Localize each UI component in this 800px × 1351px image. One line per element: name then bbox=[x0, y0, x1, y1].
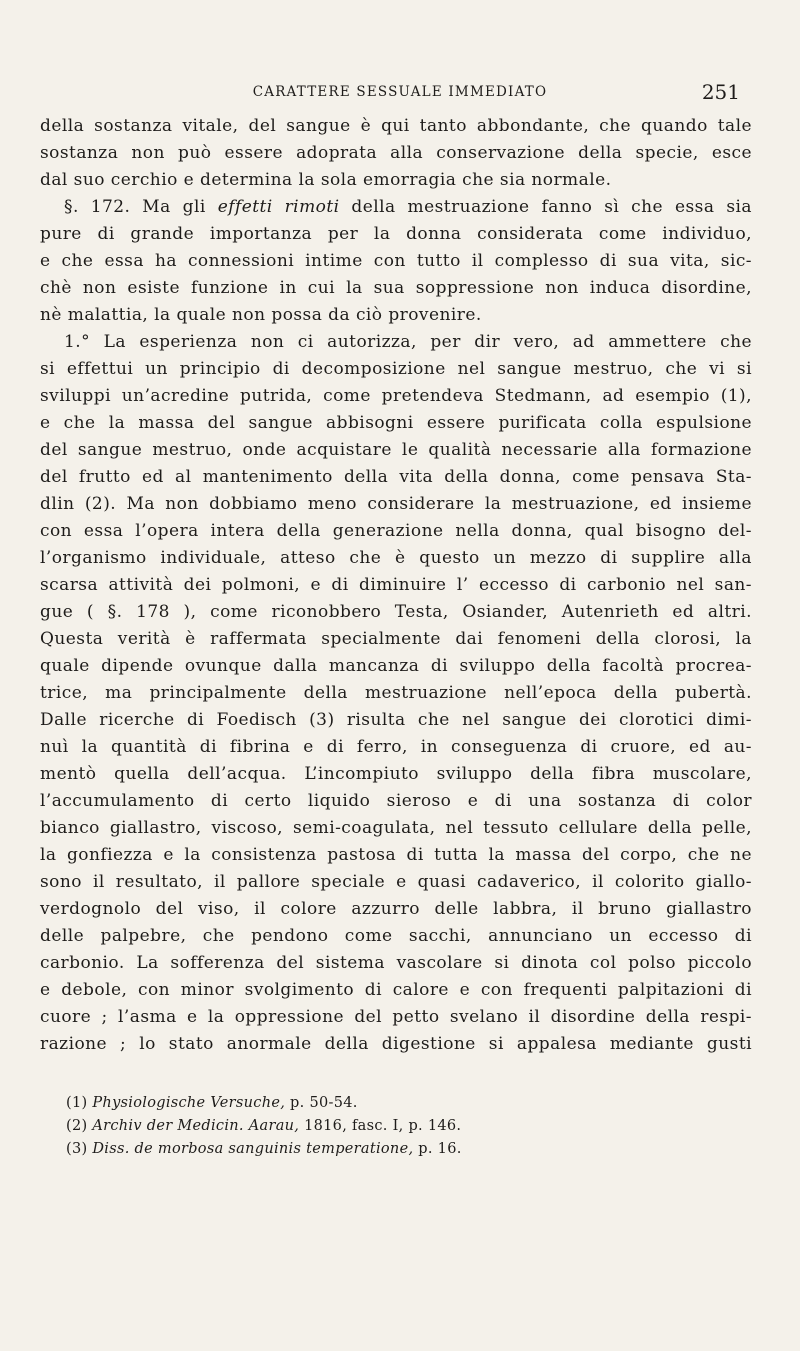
text-line: e che essa ha connessioni intime con tutto il complesso di sua vita, sic- bbox=[40, 251, 752, 271]
text-line: razione ; lo stato anormale della digestione si appalesa mediante gusti bbox=[40, 1034, 752, 1054]
text-line: quale dipende ovunque dalla mancanza di sviluppo della facoltà procrea- bbox=[40, 656, 752, 676]
footnote-rest: p. 16. bbox=[413, 1141, 462, 1157]
text-line: sono il resultato, il pallore speciale e quasi cadaverico, il colorito giallo- bbox=[40, 872, 752, 892]
text-line: mentò quella dell’acqua. L’incompiuto sviluppo della fibra muscolare, bbox=[40, 764, 752, 784]
text-line: Dalle ricerche di Foedisch (3) risulta che nel sangue dei clorotici dimi- bbox=[40, 710, 752, 730]
text-line: trice, ma principalmente della mestruazione nell’epoca della pubertà. bbox=[40, 683, 752, 703]
footnotes bbox=[40, 1092, 752, 1161]
text-line: nè malattia, la quale non possa da ciò provenire. bbox=[40, 305, 482, 325]
text-span: §. 172. Ma gli effetti rimoti della mestruazione fanno sì che essa sia bbox=[64, 197, 753, 217]
text-line: bianco giallastro, viscoso, semi-coagulata, nel tessuto cellulare della pelle, bbox=[40, 818, 752, 838]
body-text bbox=[40, 113, 752, 1161]
text-line: chè non esiste funzione in cui la sua soppressione non induca disordine, bbox=[40, 278, 752, 298]
page-number: 251 bbox=[701, 80, 740, 104]
footnote-number: (2) bbox=[66, 1118, 88, 1134]
footnote bbox=[40, 1138, 752, 1161]
text-line: si effettui un principio di decomposizione nel sangue mestruo, che vi si bbox=[40, 359, 752, 379]
footnote-number: (1) bbox=[66, 1095, 88, 1111]
text-line: pure di grande importanza per la donna considerata come individuo, bbox=[40, 224, 752, 244]
text-line: sviluppi un’acredine putrida, come pretendeva Stedmann, ad esempio (1), bbox=[40, 386, 752, 406]
text-line: l’accumulamento di certo liquido sieroso e di una sostanza di color bbox=[40, 791, 752, 811]
text-line: e debole, con minor svolgimento di calore e con frequenti palpitazioni di bbox=[40, 980, 752, 1000]
text-line: scarsa attività dei polmoni, e di diminuire l’ eccesso di carbonio nel san- bbox=[40, 575, 752, 595]
footnote-title: Physiologische Versuche, bbox=[92, 1095, 286, 1111]
text-line: la gonfiezza e la consistenza pastosa di tutta la massa del corpo, che ne bbox=[40, 845, 752, 865]
text-line: del frutto ed al mantenimento della vita della donna, come pensava Sta- bbox=[40, 467, 752, 487]
text-line: l’organismo individuale, atteso che è questo un mezzo di supplire alla bbox=[40, 548, 752, 568]
footnote-title: Diss. de morbosa sanguinis temperatione, bbox=[92, 1141, 414, 1157]
text-line: carbonio. La sofferenza del sistema vascolare si dinota col polso piccolo bbox=[40, 953, 752, 973]
running-title: CARATTERE SESSUALE IMMEDIATO bbox=[252, 84, 548, 100]
footnote bbox=[40, 1092, 752, 1115]
footnote bbox=[40, 1115, 752, 1138]
text-line: 1.° La esperienza non ci autorizza, per dir vero, ad ammettere che bbox=[64, 332, 752, 352]
footnote-title: Archiv der Medicin. Aarau, bbox=[92, 1118, 300, 1134]
text-line: gue ( §. 178 ), come riconobbero Testa, Osiander, Autenrieth ed altri. bbox=[40, 602, 752, 622]
text-line: nuì la quantità di fibrina e di ferro, in conseguenza di cruore, ed au- bbox=[40, 737, 752, 757]
footnote-rest: p. 50-54. bbox=[285, 1095, 358, 1111]
text-line: verdognolo del viso, il colore azzurro delle labbra, il bruno giallastro bbox=[40, 899, 752, 919]
text-line: Questa verità è raffermata specialmente dai fenomeni della clorosi, la bbox=[40, 629, 752, 649]
text-line: dal suo cerchio e determina la sola emorragia che sia normale. bbox=[40, 170, 612, 190]
text-line: dlin (2). Ma non dobbiamo meno considerare la mestruazione, ed insieme bbox=[40, 494, 752, 514]
paragraph-172-first-line bbox=[40, 194, 752, 221]
text-line: della sostanza vitale, del sangue è qui tanto abbondante, che quando tale bbox=[40, 116, 752, 136]
running-head bbox=[60, 80, 740, 106]
emphasis-effetti-rimoti: effetti rimoti bbox=[217, 197, 340, 217]
text-line: cuore ; l’asma e la oppressione del petto svelano il disordine della respi- bbox=[40, 1007, 752, 1027]
text-line: sostanza non può essere adoprata alla conservazione della specie, esce bbox=[40, 143, 752, 163]
text-line: con essa l’opera intera della generazione nella donna, qual bisogno del- bbox=[40, 521, 752, 541]
text-line: del sangue mestruo, onde acquistare le qualità necessarie alla formazione bbox=[40, 440, 752, 460]
text-line: e che la massa del sangue abbisogni essere purificata colla espulsione bbox=[40, 413, 752, 433]
text-line: delle palpebre, che pendono come sacchi, annunciano un eccesso di bbox=[40, 926, 752, 946]
footnote-rest: 1816, fasc. I, p. 146. bbox=[299, 1118, 462, 1134]
footnote-number: (3) bbox=[66, 1141, 88, 1157]
